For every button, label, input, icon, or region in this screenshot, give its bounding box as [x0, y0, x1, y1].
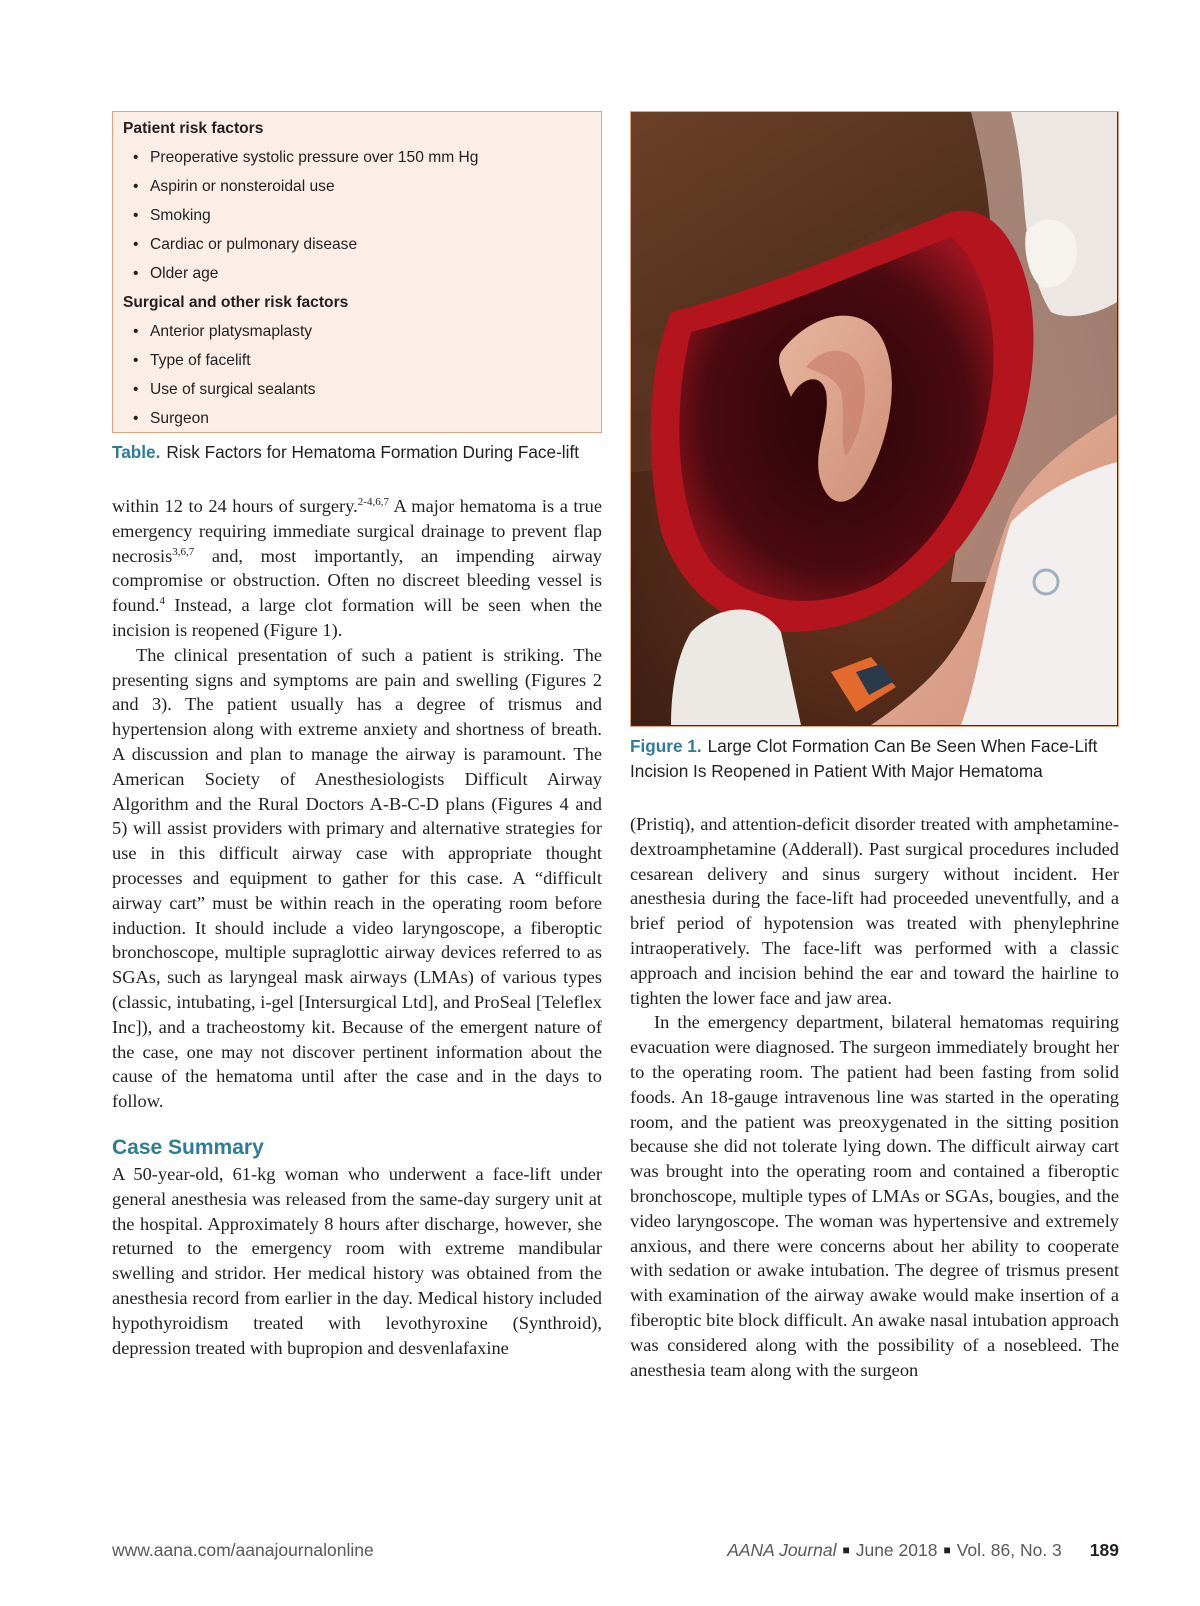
separator-icon: ■	[842, 1543, 850, 1557]
volume-info: Vol. 86, No. 3	[956, 1540, 1062, 1560]
paragraph: A 50-year-old, 61-kg woman who underwent a face-lift under general anesthesia was released from the same-day surgery unit at the hospital. Approximately 8 hours after discharge, however, she returned to the emergency room with extreme mandibular swelling and stridor. Her medical history was obtained from the anesthesia record from earlier in the day. Medical history included hypothyroidism treated with levothyroxine (Synthroid), depression treated with bupropion and desvenlafaxine	[112, 1163, 602, 1358]
list-item: • Use of surgical sealants	[133, 381, 316, 398]
right-column	[630, 111, 1119, 1382]
list-item: • Anterior platysmaplasty	[133, 323, 313, 340]
list-item: • Cardiac or pulmonary disease	[133, 236, 358, 253]
list-item: • Older age	[133, 265, 219, 282]
journal-citation	[727, 1540, 1119, 1561]
figure-1-caption	[630, 734, 1119, 784]
separator-icon: ■	[943, 1543, 951, 1557]
list-item: • Surgeon	[133, 410, 209, 427]
risk-factors-table	[112, 111, 602, 433]
figure-1-caption-label: Figure 1.	[630, 736, 702, 756]
website-link[interactable]: www.aana.com/aanajournalonline	[112, 1540, 374, 1560]
list-item: • Type of facelift	[133, 352, 251, 369]
paragraph: The clinical presentation of such a patient is striking. The presenting signs and symptoms are pain and swelling (Figures 2 and 3). The patient usually has a degree of trismus and hypertension along with extreme anxiety and shortness of breath. A discussion and plan to manage the airway is paramount. The American Society of Anesthesiologists Difficult Airway Algorithm and the Rural Doctors A-B-C-D plans (Figures 4 and 5) will assist providers with primary and alternative strategies for use in this difficult airway case with appropriate thought processes and equipment to gather for this case. A “difficult airway cart” must be within reach in the operating room before induction. It should include a video laryngoscope, a fiberoptic bronchoscope, multiple supraglottic airway devices referred to as SGAs, such as laryngeal mask airways (LMAs) of various types (classic, intubating, i-gel [Intersurgical Ltd], and ProSeal [Teleflex Inc]), and a tracheostomy kit. Because of the emergent nature of the case, one may not discover pertinent information about the cause of the hematoma until after the case and in the days to follow.	[112, 644, 602, 1112]
left-column	[112, 111, 602, 1360]
section-title: Case Summary	[112, 1135, 264, 1159]
journal-name: AANA Journal	[727, 1540, 837, 1560]
paragraph: In the emergency department, bilateral hematomas requiring evacuation were diagnosed. The surgeon immediately brought her to the operating room. The patient had been fasting from solid foods. An 18-gauge intravenous line was started in the operating room, and the patient was preoxygenated in the sitting position because she did not tolerate lying down. The difficult airway cart was brought into the operating room and contained a fiberoptic bronchoscope, multiple types of LMAs or SGAs, bougies, and the video laryngoscope. The woman was hypertensive and extremely anxious, and there were concerns about her ability to cooperate with sedation or awake intubation. The degree of trismus present with examination of the airway awake would make insertion of a fiberoptic bite block difficult. An awake nasal intubation approach was considered along with the possibility of a nosebleed. The anesthesia team along with the surgeon	[630, 1012, 1119, 1380]
page-number: 189	[1089, 1540, 1119, 1560]
table-caption	[112, 440, 602, 465]
patient-risk-heading: Patient risk factors	[123, 120, 264, 137]
list-item: • Smoking	[133, 207, 211, 224]
surgical-risk-heading: Surgical and other risk factors	[123, 294, 349, 311]
list-item: • Aspirin or nonsteroidal use	[133, 178, 335, 195]
table-caption-label: Table.	[112, 442, 161, 462]
issue-date: June 2018	[855, 1540, 938, 1560]
page-footer	[112, 1540, 1119, 1562]
paragraph: within 12 to 24 hours of surgery.$^{2-4,6,7}$ A major hematoma is a true emergency requiring immediate surgical drainage to prevent flap necrosis$^{3,6,7}$ and, most importantly, an impending airway compromise or obstruction. Often no discreet bleeding vessel is found.$^4$ Instead, a large clot formation will be seen when the incision is reopened (Figure 1).	[112, 495, 602, 640]
figure-1-photo	[630, 111, 1119, 727]
list-item: • Preoperative systolic pressure over 150 mm Hg	[133, 149, 479, 166]
table-caption-text: Risk Factors for Hematoma Formation During Face-lift	[166, 442, 579, 462]
figure-1-caption-text: Large Clot Formation Can Be Seen When Face-Lift Incision Is Reopened in Patient With Major Hematoma	[630, 736, 1098, 781]
paragraph: (Pristiq), and attention-deficit disorder treated with amphetamine-dextroamphetamine (Adderall). Past surgical procedures included cesarean delivery and sinus surgery without incident. Her anesthesia during the face-lift had proceeded uneventfully, and a brief period of hypotension was treated with phenylephrine intraoperatively. The face-lift was performed with a classic approach and incision behind the ear and toward the hairline to tighten the lower face and jaw area.	[630, 814, 1119, 1008]
surgical-photo-image	[631, 112, 1117, 725]
patient-risk-list	[123, 148, 591, 293]
surgical-risk-list	[123, 322, 591, 438]
